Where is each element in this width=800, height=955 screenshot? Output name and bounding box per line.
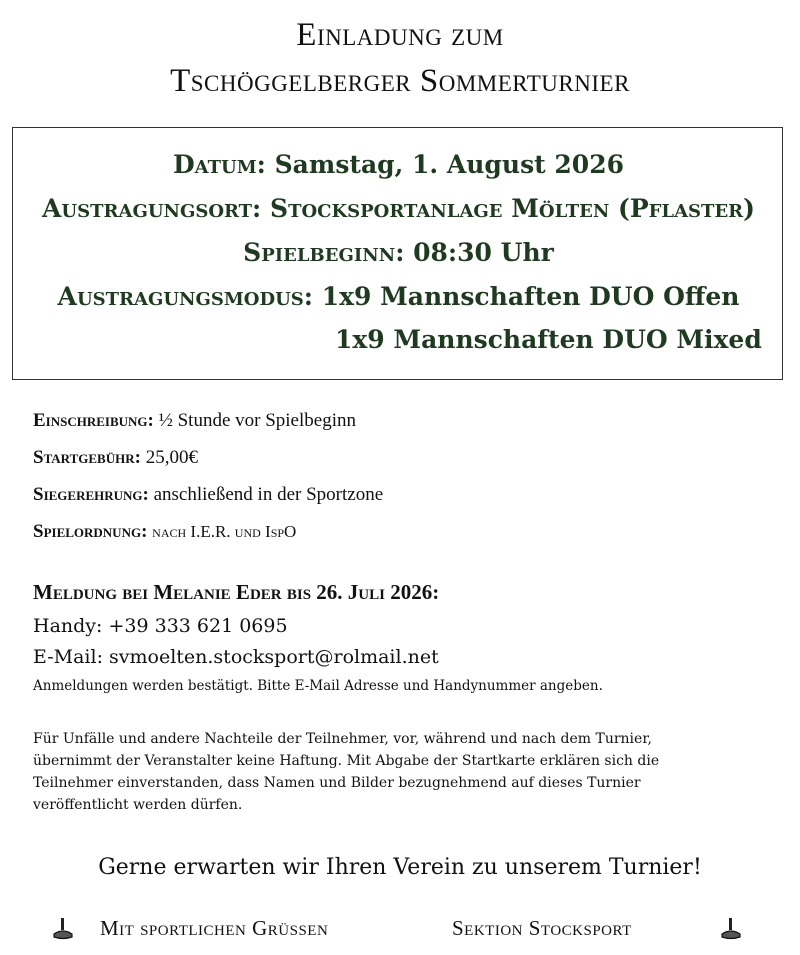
date-label: Datum:	[173, 150, 266, 179]
disclaimer	[33, 728, 763, 816]
ceremony-row	[33, 484, 383, 506]
mode-value-1: 1x9 Mannschaften DUO Offen	[321, 282, 740, 311]
venue-label: Austragungsort:	[42, 194, 262, 223]
footer-greeting: Mit sportlichen Grüssen	[100, 916, 329, 940]
date-row	[13, 150, 784, 179]
ceremony-label: Siegerehrung:	[33, 484, 149, 505]
ceremony-value: anschließend in der Sportzone	[153, 484, 384, 505]
registration-title: Meldung bei Melanie Eder bis 26. Juli 2026:	[33, 580, 440, 604]
disclaimer-line-2: übernimmt der Veranstalter keine Haftung. Mit Abgabe der Startkarte erklären sich die	[33, 753, 660, 769]
disclaimer-line-4: veröffentlicht werden dürfen.	[33, 797, 243, 813]
start-value: 08:30 Uhr	[413, 238, 554, 267]
page-title	[0, 12, 800, 104]
registration-value: ½ Stunde vor Spielbeginn	[158, 410, 356, 431]
fee-value: 25,00€	[145, 447, 198, 468]
title-line-1: Einladung zum	[296, 17, 504, 53]
event-details-box	[12, 127, 783, 380]
venue-value: Stocksportanlage Mölten (Pflaster)	[270, 194, 755, 223]
rules-value: nach I.E.R. und IspO	[152, 522, 297, 541]
eisstock-icon	[50, 916, 76, 942]
disclaimer-line-1: Für Unfälle und andere Nachteile der Teilnehmer, vor, während und nach dem Turnier,	[33, 731, 652, 747]
eisstock-icon	[718, 916, 744, 942]
start-row	[13, 238, 784, 267]
rules-label: Spielordnung:	[33, 521, 148, 542]
email-line[interactable]: E-Mail: svmoelten.stocksport@rolmail.net	[33, 646, 439, 668]
phone-line: Handy: +39 333 621 0695	[33, 615, 288, 637]
registration-note: Anmeldungen werden bestätigt. Bitte E-Mail Adresse und Handynummer angeben.	[33, 678, 603, 694]
mode-value-2: 1x9 Mannschaften DUO Mixed	[335, 325, 762, 354]
start-label: Spielbeginn:	[243, 238, 405, 267]
disclaimer-line-3: Teilnehmer einverstanden, dass Namen und Bilder bezugnehmend auf dieses Turnier	[33, 775, 641, 791]
fee-row	[33, 447, 198, 469]
rules-row	[33, 521, 296, 543]
title-line-2: Tschöggelberger Sommerturnier	[170, 63, 630, 99]
registration-label: Einschreibung:	[33, 410, 154, 431]
fee-label: Startgebühr:	[33, 447, 141, 468]
date-value: Samstag, 1. August 2026	[274, 150, 624, 179]
mode-row	[13, 282, 784, 311]
registration-time-row	[33, 410, 356, 432]
venue-row	[13, 194, 784, 223]
mode-label: Austragungsmodus:	[57, 282, 313, 311]
closing-line: Gerne erwarten wir Ihren Verein zu unserem Turnier!	[98, 855, 702, 880]
footer-section: Sektion Stocksport	[452, 916, 632, 940]
